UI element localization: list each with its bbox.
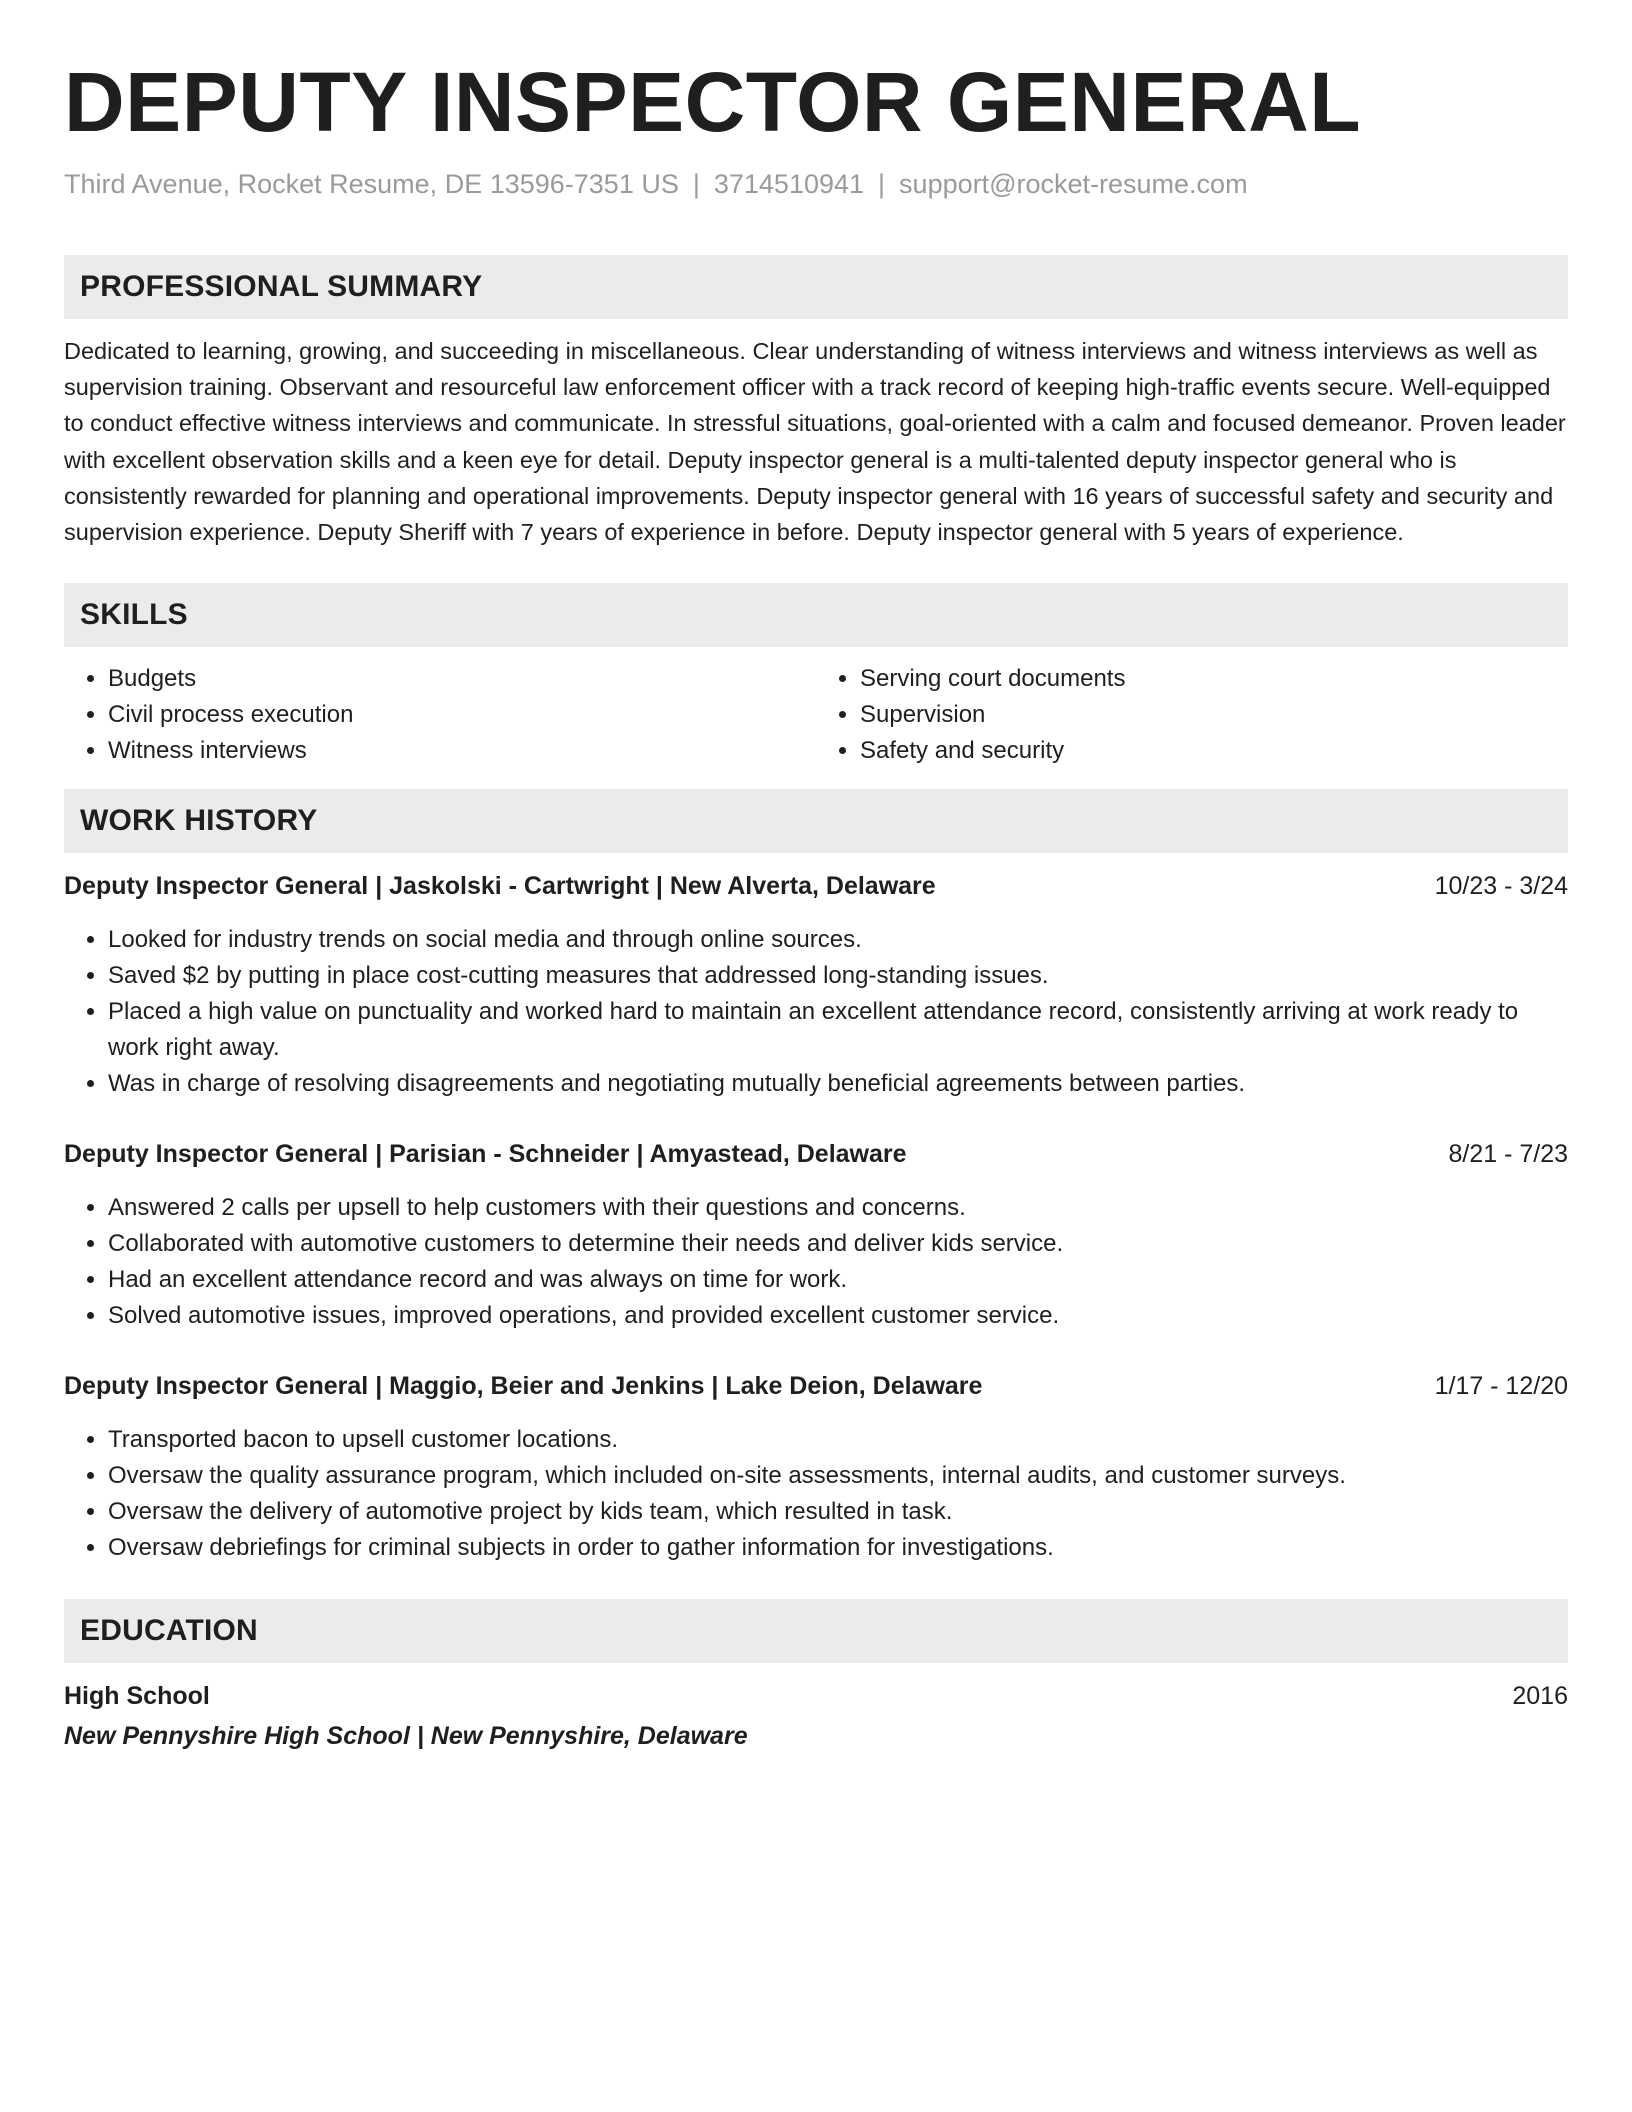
education-entry xyxy=(64,1678,1568,1754)
skills-list xyxy=(64,661,1568,769)
education-header xyxy=(64,1678,1568,1714)
job-entry xyxy=(64,1368,1568,1566)
job-bullets xyxy=(64,1422,1568,1566)
contact-phone: 3714510941 xyxy=(713,169,865,199)
job-dates: 1/17 - 12/20 xyxy=(1434,1372,1568,1401)
summary-text: Dedicated to learning, growing, and succeeding in miscellaneous. Clear understanding of witness interviews and witness interviews as well as supervision training. Observant and resourceful law enforcement officer with a track record of keeping high-traffic events secure. Well-equipped to conduct effective witness interviews and communicate. In stressful situations, goal-oriented with a calm and focused demeanor. Proven leader with excellent observation skills and a keen eye for detail. Deputy inspector general is a multi-talented deputy inspector general who is consistently rewarded for planning and operational improvements. Deputy inspector general with 16 years of successful safety and security and supervision experience. Deputy Sheriff with 7 years of experience in before. Deputy inspector general with 5 years of experience. xyxy=(64,338,1566,546)
job-title: Deputy Inspector General | Parisian - Schneider | Amyastead, Delaware xyxy=(64,1140,907,1169)
job-bullet: • Was in charge of resolving disagreements and negotiating mutually beneficial agreements between parties. xyxy=(108,1066,1568,1102)
work-history-heading: WORK HISTORY xyxy=(64,789,1568,853)
job-bullet: • Solved automotive issues, improved operations, and provided excellent customer service. xyxy=(108,1298,1568,1334)
skills-column-right xyxy=(816,661,1568,769)
job-header xyxy=(64,868,1568,904)
skill-item: • Civil process execution xyxy=(108,697,816,733)
job-bullet: • Oversaw debriefings for criminal subjects in order to gather information for investigations. xyxy=(108,1530,1568,1566)
job-bullets xyxy=(64,1190,1568,1334)
skill-item: • Budgets xyxy=(108,661,816,697)
contact-line xyxy=(64,166,1568,202)
skill-item: • Witness interviews xyxy=(108,733,816,769)
contact-separator: | xyxy=(692,169,700,199)
job-bullet: • Looked for industry trends on social media and through online sources. xyxy=(108,922,1568,958)
skill-item: • Safety and security xyxy=(860,733,1568,769)
contact-separator: | xyxy=(878,169,886,199)
contact-email: support@rocket-resume.com xyxy=(899,169,1248,199)
skill-item: • Serving court documents xyxy=(860,661,1568,697)
job-title: Deputy Inspector General | Jaskolski - Cartwright | New Alverta, Delaware xyxy=(64,872,936,901)
education-year: 2016 xyxy=(1512,1682,1568,1711)
education-degree: High School xyxy=(64,1682,210,1711)
job-bullet: • Answered 2 calls per upsell to help customers with their questions and concerns. xyxy=(108,1190,1568,1226)
job-entry xyxy=(64,1136,1568,1334)
job-bullet: • Transported bacon to upsell customer locations. xyxy=(108,1422,1568,1458)
summary-heading: PROFESSIONAL SUMMARY xyxy=(64,255,1568,319)
job-bullet: • Placed a high value on punctuality and worked hard to maintain an excellent attendance record, consistently arriving at work ready to work right away. xyxy=(108,994,1568,1066)
resume-name: DEPUTY INSPECTOR GENERAL xyxy=(64,55,1362,149)
job-title: Deputy Inspector General | Maggio, Beier and Jenkins | Lake Deion, Delaware xyxy=(64,1372,983,1401)
job-entry xyxy=(64,868,1568,1102)
job-header xyxy=(64,1136,1568,1172)
job-bullet: • Saved $2 by putting in place cost-cutting measures that addressed long-standing issues. xyxy=(108,958,1568,994)
contact-address: Third Avenue, Rocket Resume, DE 13596-7351 US xyxy=(64,169,679,199)
job-header xyxy=(64,1368,1568,1404)
job-bullet: • Collaborated with automotive customers to determine their needs and deliver kids service. xyxy=(108,1226,1568,1262)
job-dates: 10/23 - 3/24 xyxy=(1434,872,1568,901)
job-dates: 8/21 - 7/23 xyxy=(1448,1140,1568,1169)
job-bullet: • Oversaw the quality assurance program, which included on-site assessments, internal audits, and customer surveys. xyxy=(108,1458,1568,1494)
job-bullet: • Had an excellent attendance record and was always on time for work. xyxy=(108,1262,1568,1298)
job-bullet: • Oversaw the delivery of automotive project by kids team, which resulted in task. xyxy=(108,1494,1568,1530)
education-heading: EDUCATION xyxy=(64,1599,1568,1663)
job-bullets xyxy=(64,922,1568,1102)
skills-heading: SKILLS xyxy=(64,583,1568,647)
skills-column-left xyxy=(64,661,816,769)
education-school: New Pennyshire High School | New Pennyshire, Delaware xyxy=(64,1722,748,1751)
skill-item: • Supervision xyxy=(860,697,1568,733)
